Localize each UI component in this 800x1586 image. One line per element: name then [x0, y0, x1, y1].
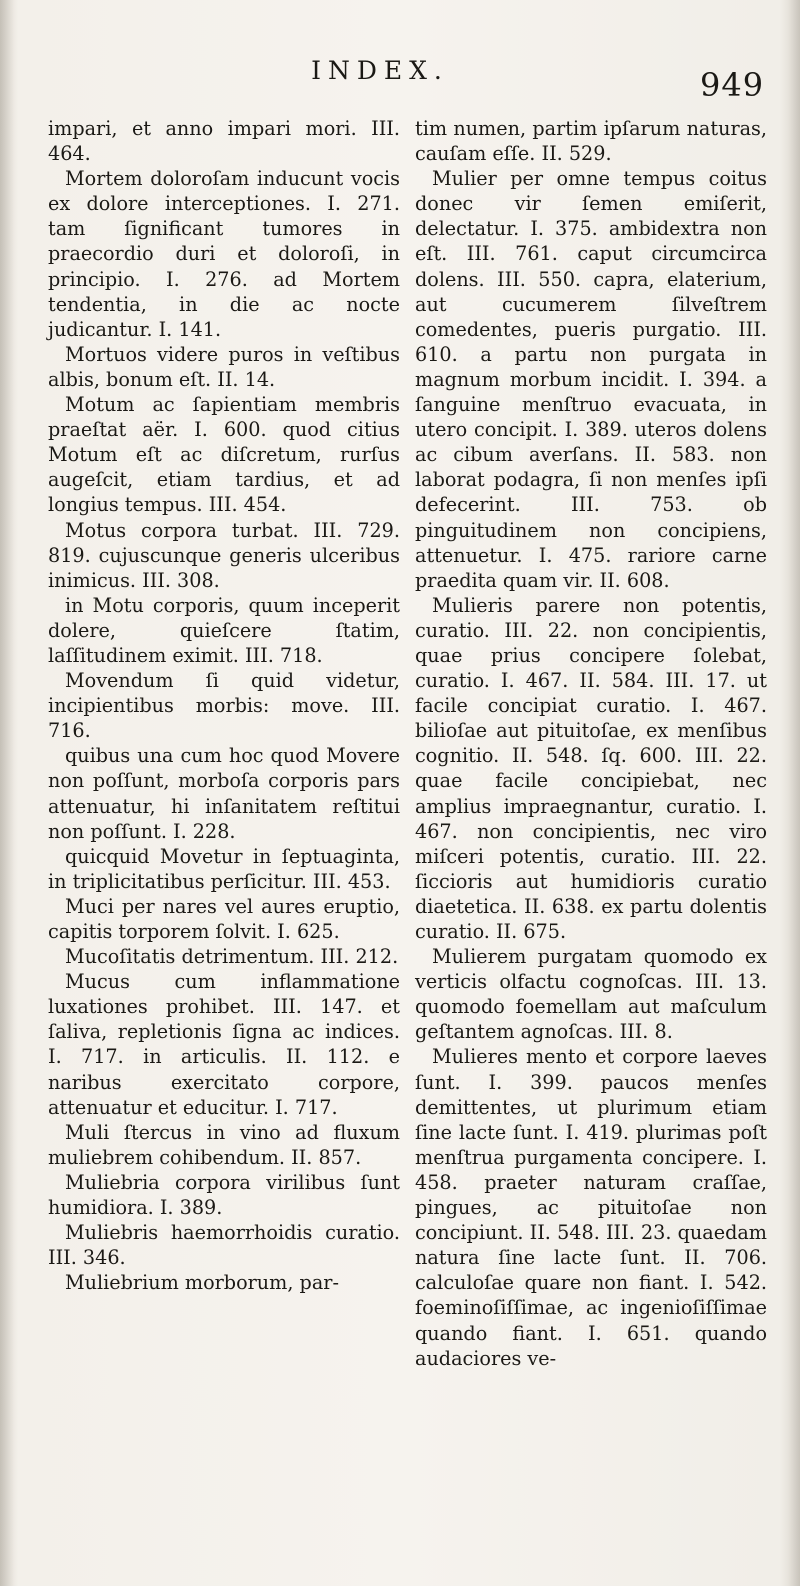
running-head: [0, 56, 800, 104]
index-entry: Movendum ſi quid videtur, incipientibus morbis: move. III. 716.: [48, 669, 400, 743]
running-title: INDEX.: [311, 56, 449, 85]
index-entry: Muli ſtercus in vino ad fluxum muliebrem cohibendum. II. 857.: [48, 1120, 400, 1169]
column-gutter: [401, 116, 402, 1566]
index-entry: Motum ac ſapientiam membris praeſtat aër. I. 600. quod citius Motum eſt ac diſcretum, rurſus augeſcit, etiam tardius, et ad longius tempus. III. 454.: [48, 393, 400, 517]
index-entry: quibus una cum hoc quod Movere non poſſunt, morboſa corporis pars attenuatur, hi inſanitatem reſtitui non poſſunt. I. 228.: [48, 744, 400, 843]
index-entry: Mulieris parere non potentis, curatio. III. 22. non concipientis, quae prius concipere ſolebat, curatio. I. 467. II. 584. III. 17. ut facile concipiat curatio. I. 467. bilioſae aut pituitoſae, ex menſibus cognitio. II. 548. ſq. 600. III. 22. quae facile concipiebat, nec amplius impraegnantur, curatio. I. 467. non concipientis, nec viro miſceri potentis, curatio. III. 22. ſiccioris aut humidioris curatio diaetetica. II. 638. ex partu dolentis curatio. II. 675.: [415, 593, 767, 943]
index-entry: Muliebrium morborum, par-: [65, 1271, 339, 1295]
index-entry: in Motu corporis, quum inceperit dolere, quieſcere ſtatim, laſſitudinem eximit. III. 718.: [48, 593, 400, 667]
index-entry: Mulierem purgatam quomodo ex verticis olfactu cognoſcas. III. 13. quomodo foemellam aut maſculum geſtantem agnoſcas. III. 8.: [415, 945, 767, 1044]
page-number: 949: [700, 66, 765, 104]
index-entry: Muci per nares vel aures eruptio, capitis torporem ſolvit. I. 625.: [48, 894, 400, 943]
index-entry: quicquid Movetur in ſeptuaginta, in triplicitatibus perſicitur. III. 453.: [48, 844, 400, 893]
index-entry: Muliebris haemorrhoidis curatio. III. 346.: [48, 1221, 400, 1270]
right-column: [415, 116, 767, 1371]
page-edge-left: [0, 0, 14, 1586]
page-edge-right: [788, 0, 800, 1586]
index-entry: Mulier per omne tempus coitus donec vir ſemen emiſerit, delectatur. I. 375. ambidextra non eſt. III. 761. caput circumcirca dolens. III. 550. capra, elaterium, aut cucumerem ſilveſtrem comedentes, pueris purgatio. III. 610. a partu non purgata in magnum morbum incidit. I. 394. a ſanguine menſtruo evacuata, in utero concipit. I. 389. uteros dolens ac cibum averſans. II. 583. non laborat podagra, ſi non menſes ipſi defecerint. III. 753. ob pinguitudinem non concipiens, attenuetur. I. 475. rariore carne praedita quam vir. II. 608.: [415, 167, 767, 592]
index-entry: tim numen, partim ipſarum naturas, cauſam eſſe. II. 529.: [415, 117, 767, 166]
index-entry: Mortem doloroſam inducunt vocis ex dolore interceptiones. I. 271. tam ſignificant tumores in praecordio duri et doloroſi, in principio. I. 276. ad Mortem tendentia, in die ac nocte judicantur. I. 141.: [48, 167, 400, 341]
index-entry: Motus corpora turbat. III. 729. 819. cujuscunque generis ulceribus inimicus. III. 308.: [48, 518, 400, 592]
index-entry: impari, et anno impari mori. III. 464.: [48, 117, 400, 166]
index-entry: Mortuos videre puros in veſtibus albis, bonum eſt. II. 14.: [48, 342, 400, 391]
left-column: [48, 116, 400, 1295]
index-entry: Muliebria corpora virilibus ſunt humidiora. I. 389.: [48, 1170, 400, 1220]
index-entry: Mulieres mento et corpore laeves ſunt. I. 399. paucos menſes demittentes, ut plurimum etiam ſine lacte ſunt. I. 419. plurimas poſt menſtrua purgamenta concipere. I. 458. praeter naturam craſſae, pingues, ac pituitoſae non concipiunt. II. 548. III. 23. quaedam natura ſine lacte ſunt. II. 706. calculoſae quare non fiant. I. 542. foeminoſiſſimae, ac ingenioſiſſimae quando fiant. I. 651. quando audaciores ve-: [415, 1045, 767, 1370]
index-entry: Mucus cum inflammatione luxationes prohibet. III. 147. et ſaliva, repletionis ſigna ac indices. I. 717. in articulis. II. 112. e naribus exercitato corpore, attenuatur et educitur. I. 717.: [48, 970, 400, 1119]
index-entry: Mucoſitatis detrimentum. III. 212.: [65, 945, 399, 969]
